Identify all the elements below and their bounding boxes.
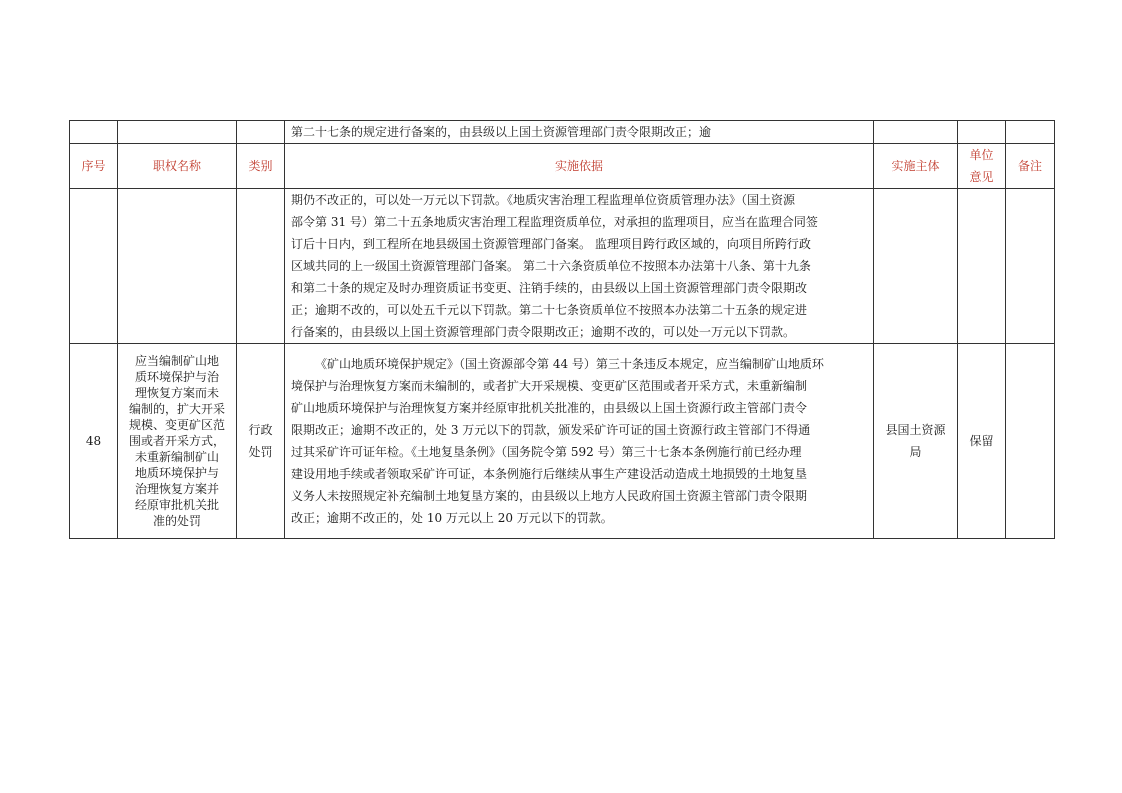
cell-empty (118, 189, 237, 344)
name-line: 经原审批机关批 (134, 498, 219, 512)
table-row (70, 344, 1055, 539)
authority-table (69, 120, 1055, 539)
cell-empty (874, 121, 958, 144)
category-line-1: 行政 (248, 423, 273, 437)
name-line: 未重新编制矿山 (134, 450, 219, 464)
header-unit-opinion-line-1: 单位 (969, 148, 994, 162)
header-unit-opinion (958, 144, 1006, 189)
name-line: 治理恢复方案并 (134, 482, 219, 496)
basis-line: 建设用地手续或者领取采矿许可证，本条例施行后继续从事生产建设活动造成土地损毁的土地复垦 (291, 467, 808, 481)
header-seq: 序号 (70, 144, 118, 189)
row-unit-opinion: 保留 (958, 344, 1006, 539)
cell-empty (70, 121, 118, 144)
row-power-name (118, 344, 237, 539)
cell-empty (237, 189, 285, 344)
cell-empty (1006, 121, 1055, 144)
row-subject (874, 344, 958, 539)
name-line: 编制的，扩大开采 (128, 402, 225, 416)
header-basis: 实施依据 (285, 144, 874, 189)
basis-line: 期仍不改正的，可以处一万元以下罚款。《地质灾害治理工程监理单位资质管理办法》（国土资源 (291, 193, 796, 207)
cell-empty (237, 121, 285, 144)
name-line: 围或者开采方式， (128, 434, 225, 448)
header-unit-opinion-line-2: 意见 (969, 170, 994, 184)
cell-empty (958, 189, 1006, 344)
basis-line: 订后十日内，到工程所在地县级国土资源管理部门备案。 监理项目跨行政区域的，向项目所跨行政 (291, 237, 811, 251)
cell-empty (118, 121, 237, 144)
basis-line: 正；逾期不改的，可以处五千元以下罚款。第二十七条资质单位不按照本办法第二十五条的规定进 (291, 303, 808, 317)
continuation-basis-text: 第二十七条的规定进行备案的，由县级以上国土资源管理部门责令限期改正；逾 (285, 121, 874, 144)
row-seq: 48 (70, 344, 118, 539)
basis-line: 行备案的，由县级以上国土资源管理部门责令限期改正；逾期不改的，可以处一万元以下罚款。 (291, 325, 796, 339)
row-category (237, 344, 285, 539)
cell-empty (70, 189, 118, 344)
basis-line: 区域共同的上一级国土资源管理部门备案。 第二十六条资质单位不按照本办法第十八条、第十九条 (291, 259, 811, 273)
subject-line-2: 局 (909, 445, 922, 459)
basis-line: 义务人未按照规定补充编制土地复垦方案的，由县级以上地方人民政府国土资源主管部门责令限期 (291, 489, 808, 503)
name-line: 地质环境保护与 (134, 466, 219, 480)
basis-line: 境保护与治理恢复方案而未编制的，或者扩大开采规模、变更矿区范围或者开采方式，未重新编制 (291, 379, 808, 393)
row-remarks (1006, 344, 1055, 539)
basis-line: 过其采矿许可证年检。《土地复垦条例》（国务院令第 592 号）第三十七条本条例施行前已经办理 (291, 445, 802, 459)
header-subject: 实施主体 (874, 144, 958, 189)
header-category: 类别 (237, 144, 285, 189)
continuation-row-top (70, 121, 1055, 144)
cell-empty (874, 189, 958, 344)
name-line: 质环境保护与治 (134, 370, 219, 384)
basis-line: 改正；逾期不改正的，处 10 万元以上 20 万元以下的罚款。 (291, 511, 613, 525)
continuation-basis (285, 189, 874, 344)
cell-empty (958, 121, 1006, 144)
basis-line: 《矿山地质环境保护规定》（国土资源部令第 44 号）第三十条违反本规定，应当编制矿山地质环 (315, 357, 824, 371)
basis-line: 矿山地质环境保护与治理恢复方案并经原审批机关批准的，由县级以上国土资源行政主管部门责令 (291, 401, 808, 415)
basis-line: 限期改正；逾期不改正的，处 3 万元以下的罚款，颁发采矿许可证的国土资源行政主管部门不得通 (291, 423, 811, 437)
header-power-name: 职权名称 (118, 144, 237, 189)
cell-empty (1006, 189, 1055, 344)
basis-line: 和第二十条的规定及时办理资质证书变更、注销手续的，由县级以上国土资源管理部门责令限期改 (291, 281, 808, 295)
table-header-row (70, 144, 1055, 189)
header-remarks: 备注 (1006, 144, 1055, 189)
subject-line-1: 县国土资源 (885, 423, 946, 437)
name-line: 规模、变更矿区范 (128, 418, 225, 432)
row-basis (285, 344, 874, 539)
category-line-2: 处罚 (248, 445, 273, 459)
name-line: 应当编制矿山地 (134, 354, 219, 368)
table-row-continuation (70, 189, 1055, 344)
name-line: 准的处罚 (152, 514, 201, 528)
name-line: 理恢复方案而未 (134, 386, 219, 400)
basis-line: 部令第 31 号）第二十五条地质灾害治理工程监理资质单位，对承担的监理项目，应当在监理合同签 (291, 215, 818, 229)
